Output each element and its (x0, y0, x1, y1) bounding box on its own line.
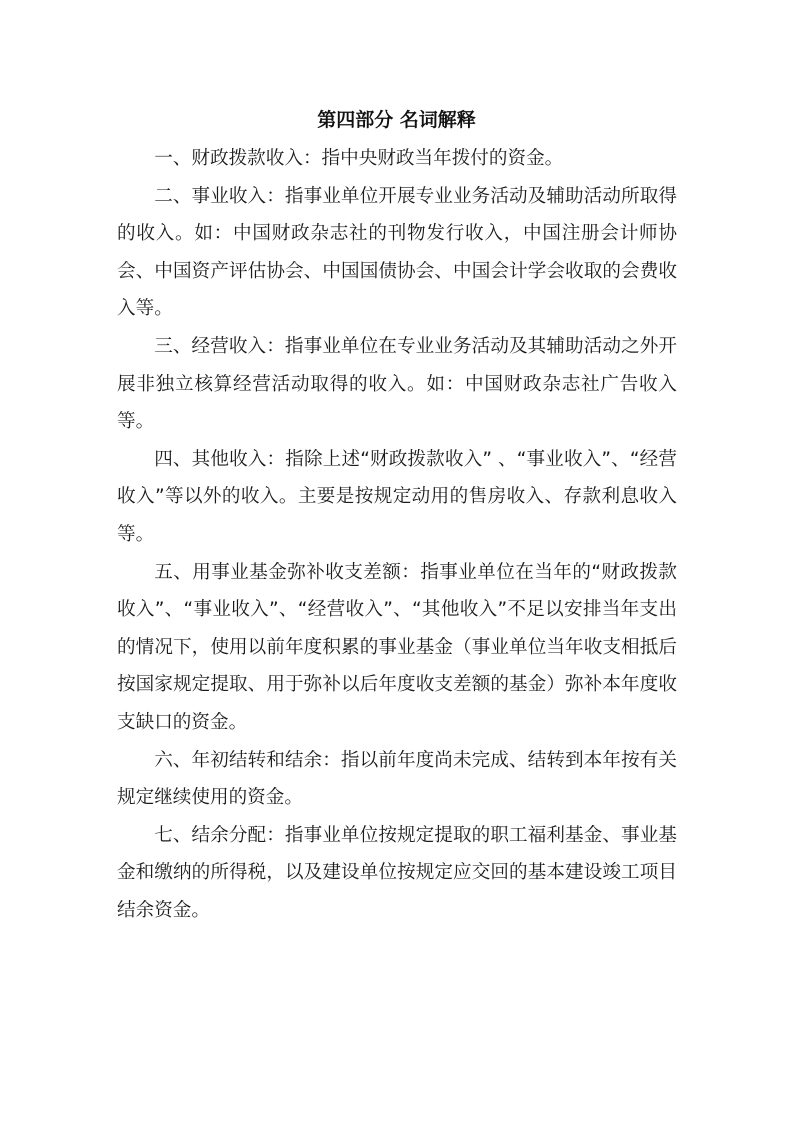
document-body (117, 140, 677, 929)
paragraph-other-income: 四、其他收入：指除上述“财政拨款收入” 、“事业收入”、“经营收入”等以外的收入。主要是按规定动用的售房收入、存款利息收入等。 (117, 448, 677, 545)
paragraph-institution-fund-offset: 五、用事业基金弥补收支差额：指事业单位在当年的“财政拨款收入”、“事业收入”、“经营收入”、“其他收入”不足以安排当年支出的情况下，使用以前年度积累的事业基金（事业单位当年收支相抵后按国家规定提取、用于弥补以后年度收支差额的基金）弥补本年度收支缺口的资金。 (117, 561, 677, 733)
paragraph-operating-income: 三、经营收入：指事业单位在专业业务活动及其辅助活动之外开展非独立核算经营活动取得的收入。如：中国财政杂志社广告收入等。 (117, 335, 677, 433)
paragraph-carryover-balance: 六、年初结转和结余：指以前年度尚未完成、结转到本年按有关规定继续使用的资金。 (117, 749, 677, 809)
page-title: 第四部分 名词解释 (317, 109, 476, 131)
paragraph-surplus-distribution: 七、结余分配：指事业单位按规定提取的职工福利基金、事业基金和缴纳的所得税，以及建设单位按规定应交回的基本建设竣工项目结余资金。 (117, 824, 677, 921)
paragraph-institution-income: 二、事业收入：指事业单位开展专业业务活动及辅助活动所取得的收入。如：中国财政杂志社的刊物发行收入，中国注册会计师协会、中国资产评估协会、中国国债协会、中国会计学会收取的会费收入等。 (117, 185, 677, 320)
paragraph-fiscal-appropriation-income: 一、财政拨款收入：指中央财政当年拨付的资金。 (154, 148, 564, 169)
